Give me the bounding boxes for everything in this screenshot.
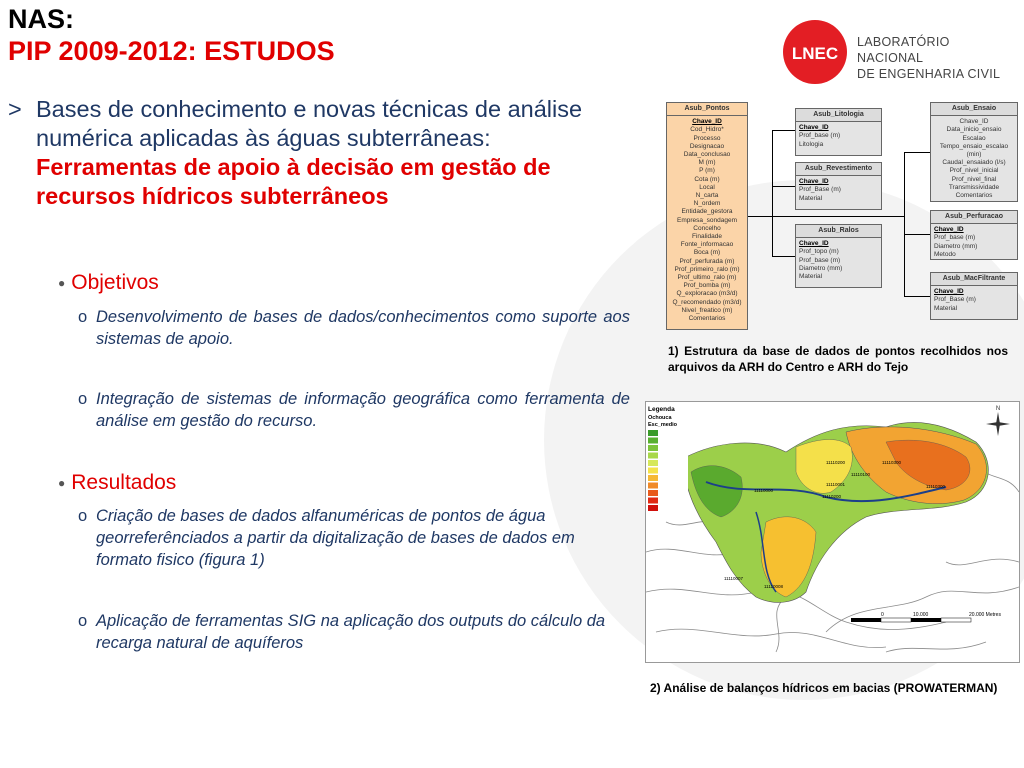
table-asub-ralos: Asub_Ralos Chave_ID Prof_topo (m) Prof_base (m) Diametro (mm) Material bbox=[795, 224, 882, 288]
caption-figure-2: 2) Análise de balanços hídricos em bacias (PROWATERMAN) bbox=[650, 681, 998, 695]
bullet-dot-icon: ● bbox=[58, 276, 66, 291]
legend-swatch bbox=[648, 490, 658, 496]
connector-litologia bbox=[772, 130, 795, 131]
legend-swatch bbox=[648, 438, 658, 444]
scale-bar bbox=[851, 612, 1001, 622]
table-asub-litologia: Asub_Litologia Chave_ID Prof_base (m) Litologia bbox=[795, 108, 882, 156]
svg-text:11110200: 11110200 bbox=[826, 460, 846, 465]
table-fields bbox=[670, 126, 744, 323]
title-line-2: PIP 2009-2012: ESTUDOS bbox=[8, 36, 335, 66]
table-field: Prof_nivel_final bbox=[951, 175, 997, 183]
table-field: Comentarios bbox=[955, 192, 993, 200]
svg-text:11110000: 11110000 bbox=[754, 488, 774, 493]
caption-figure-1: 1) Estrutura da base de dados de pontos recolhidos nos arquivos da ARH do Centro e ARH do Tejo bbox=[668, 344, 1008, 374]
bullet-o: o bbox=[78, 390, 88, 408]
bullet-o: o bbox=[78, 612, 88, 630]
table-field: Prof_ultimo_ralo (m) bbox=[677, 274, 737, 282]
intro-text bbox=[36, 95, 628, 211]
table-field: Prof_primeiro_ralo (m) bbox=[674, 265, 740, 273]
svg-text:11110200: 11110200 bbox=[822, 494, 842, 499]
connector-ensaio bbox=[904, 152, 930, 153]
resultado-item-2: o Aplicação de ferramentas SIG na aplicação dos outputs do cálculo da recarga natural de aquíferos bbox=[78, 612, 606, 652]
title-line-1: NAS: bbox=[8, 4, 74, 34]
lnec-logo-mark bbox=[783, 20, 847, 84]
table-field: Concelho bbox=[693, 224, 721, 232]
table-field: Prof_nivel_inicial bbox=[949, 167, 999, 175]
legend-sub-2: Esc_medio bbox=[648, 422, 678, 428]
table-asub-perfuracao: Asub_Perfuracao Chave_ID Prof_base (m) Diametro (mm) Metodo bbox=[930, 210, 1018, 260]
table-field: Data_inicio_ensaio bbox=[946, 126, 1002, 134]
legend-swatch bbox=[648, 468, 658, 474]
bullet-o: o bbox=[78, 507, 88, 525]
table-field: Tempo_ensaio_escalao (min) bbox=[939, 142, 1009, 159]
objetivo-item-2: o Integração de sistemas de informação geográfica como ferramenta de análise em gestão do recurso. bbox=[78, 390, 630, 430]
table-field: Prof_perfurada (m) bbox=[679, 257, 735, 265]
legend-swatch bbox=[648, 453, 658, 459]
table-field: Empresa_sondagem bbox=[677, 216, 737, 224]
table-asub-macfiltrante: Asub_MacFiltrante Chave_ID Prof_Base (m) Material bbox=[930, 272, 1018, 320]
svg-text:11110100: 11110100 bbox=[851, 472, 871, 477]
map-svg bbox=[646, 402, 1019, 662]
table-field: N_ordem bbox=[693, 200, 721, 208]
intro-marker: > bbox=[8, 96, 22, 122]
table-field: Cod_Hidro* bbox=[690, 126, 724, 134]
table-field: Transmissividade bbox=[948, 183, 1000, 191]
watershed-map bbox=[645, 401, 1020, 663]
table-asub-pontos bbox=[666, 102, 748, 330]
table-field: Caudal_ensaiado (l/s) bbox=[942, 159, 1006, 167]
legend-swatch bbox=[648, 445, 658, 451]
svg-text:11110300: 11110300 bbox=[926, 484, 946, 489]
table-field: Cota (m) bbox=[694, 175, 720, 183]
table-field: Boca (m) bbox=[693, 249, 721, 257]
resultado-item-1: o Criação de bases de dados alfanuméricas de pontos de água georreferênciados a partir da digitalização de bases de dados em formato fisico (figura 1) bbox=[78, 507, 575, 569]
connector-perfuracao bbox=[904, 234, 930, 235]
scale-label-2: 20.000 Metres bbox=[969, 612, 1001, 618]
bullet-o: o bbox=[78, 308, 88, 326]
lnec-mark-text: LNEC bbox=[791, 44, 839, 63]
scale-label-0: 0 bbox=[881, 612, 884, 618]
intro-highlight: Ferramentas de apoio à decisão em gestão de recursos hídricos subterrâneos bbox=[36, 154, 551, 209]
table-field: Escalao bbox=[962, 134, 986, 142]
lnec-logo bbox=[783, 20, 1013, 84]
connector-revestimento bbox=[772, 186, 795, 187]
table-field: M (m) bbox=[698, 159, 716, 167]
logo-line-2: DE ENGENHARIA CIVIL bbox=[857, 67, 1001, 81]
svg-text:11110007: 11110007 bbox=[724, 576, 744, 581]
legend-swatch bbox=[648, 430, 658, 436]
table-key: Chave_ID bbox=[692, 118, 722, 126]
table-field: Material bbox=[799, 273, 823, 281]
connector-left-vertical bbox=[772, 130, 773, 256]
table-field: Q_exploracao (m3/d) bbox=[676, 290, 738, 298]
table-field: Chave_ID bbox=[959, 118, 989, 126]
bullet-dot-icon: ● bbox=[58, 476, 66, 491]
connector-ralos bbox=[772, 256, 795, 257]
table-field: Entidade_gestora bbox=[681, 208, 733, 216]
legend-swatch bbox=[648, 483, 658, 489]
table-field: Prof_base (m) bbox=[799, 132, 841, 140]
table-field: Data_conclusao bbox=[683, 151, 731, 159]
table-field: N_carta bbox=[695, 192, 719, 200]
svg-text:11110001: 11110001 bbox=[826, 482, 846, 487]
table-field: Prof_Base (m) bbox=[799, 186, 841, 194]
svg-text:11110300: 11110300 bbox=[882, 460, 902, 465]
section-heading-resultados: ● Resultados bbox=[58, 471, 177, 494]
table-field: Prof_topo (m) bbox=[799, 248, 839, 256]
table-field: Finalidade bbox=[692, 233, 722, 241]
legend-title: Legenda bbox=[648, 406, 675, 413]
table-field: Nivel_freatico (m) bbox=[681, 306, 733, 314]
table-field: P (m) bbox=[699, 167, 715, 175]
legend-sub-1: Ochouca bbox=[648, 415, 672, 421]
table-field: Prof_base (m) bbox=[934, 234, 976, 242]
table-field: Comentarios bbox=[688, 315, 726, 323]
table-asub-ensaio: Asub_Ensaio Chave_ID Data_inicio_ensaio Escalao Tempo_ensaio_escalao (min) Caudal_ensaiado (l/s) Prof_nivel_inicial Prof_nivel_final Transmissividade Comentarios bbox=[930, 102, 1018, 202]
lnec-logo-text bbox=[857, 34, 1013, 82]
north-label: N bbox=[995, 406, 1001, 412]
legend-swatches bbox=[648, 430, 658, 511]
table-field: Material bbox=[934, 304, 958, 312]
intro-plain: Bases de conhecimento e novas técnicas de análise numérica aplicadas às águas subterrâneas: bbox=[36, 96, 583, 151]
table-field: Prof_base (m) bbox=[799, 256, 841, 264]
table-title: Asub_Pontos bbox=[667, 103, 747, 116]
legend-swatch bbox=[648, 498, 658, 504]
table-field: Litologia bbox=[799, 140, 824, 148]
legend-swatch bbox=[648, 505, 658, 511]
table-field: Diametro (mm) bbox=[799, 264, 843, 272]
table-field: Metodo bbox=[934, 250, 956, 258]
svg-text:11110008: 11110008 bbox=[764, 584, 784, 589]
table-field: Prof_Base (m) bbox=[934, 296, 976, 304]
north-arrow-icon bbox=[986, 406, 1010, 436]
table-field: Diametro (mm) bbox=[934, 242, 978, 250]
table-field: Material bbox=[799, 194, 823, 202]
legend-swatch bbox=[648, 475, 658, 481]
connector-right-vertical bbox=[904, 152, 905, 296]
scale-label-1: 10.000 bbox=[913, 612, 929, 618]
table-field: Local bbox=[699, 183, 715, 191]
table-field: Designacao bbox=[689, 142, 725, 150]
table-field: Q_recomendado (m3/d) bbox=[672, 298, 742, 306]
connector-macfiltrante bbox=[904, 296, 930, 297]
table-field: Prof_bomba (m) bbox=[683, 282, 731, 290]
legend-swatch bbox=[648, 460, 658, 466]
objetivo-item-1: o Desenvolvimento de bases de dados/conhecimentos como suporte aos sistemas de apoio. bbox=[78, 308, 630, 348]
section-heading-objetivos: ● Objetivos bbox=[58, 271, 159, 294]
table-field: Fonte_informacao bbox=[680, 241, 734, 249]
intro-bullet bbox=[8, 95, 628, 211]
table-field: Processo bbox=[693, 134, 721, 142]
database-diagram bbox=[662, 100, 1020, 330]
logo-line-1: LABORATÓRIO NACIONAL bbox=[857, 35, 950, 65]
table-asub-revestimento: Asub_Revestimento Chave_ID Prof_Base (m) Material bbox=[795, 162, 882, 210]
